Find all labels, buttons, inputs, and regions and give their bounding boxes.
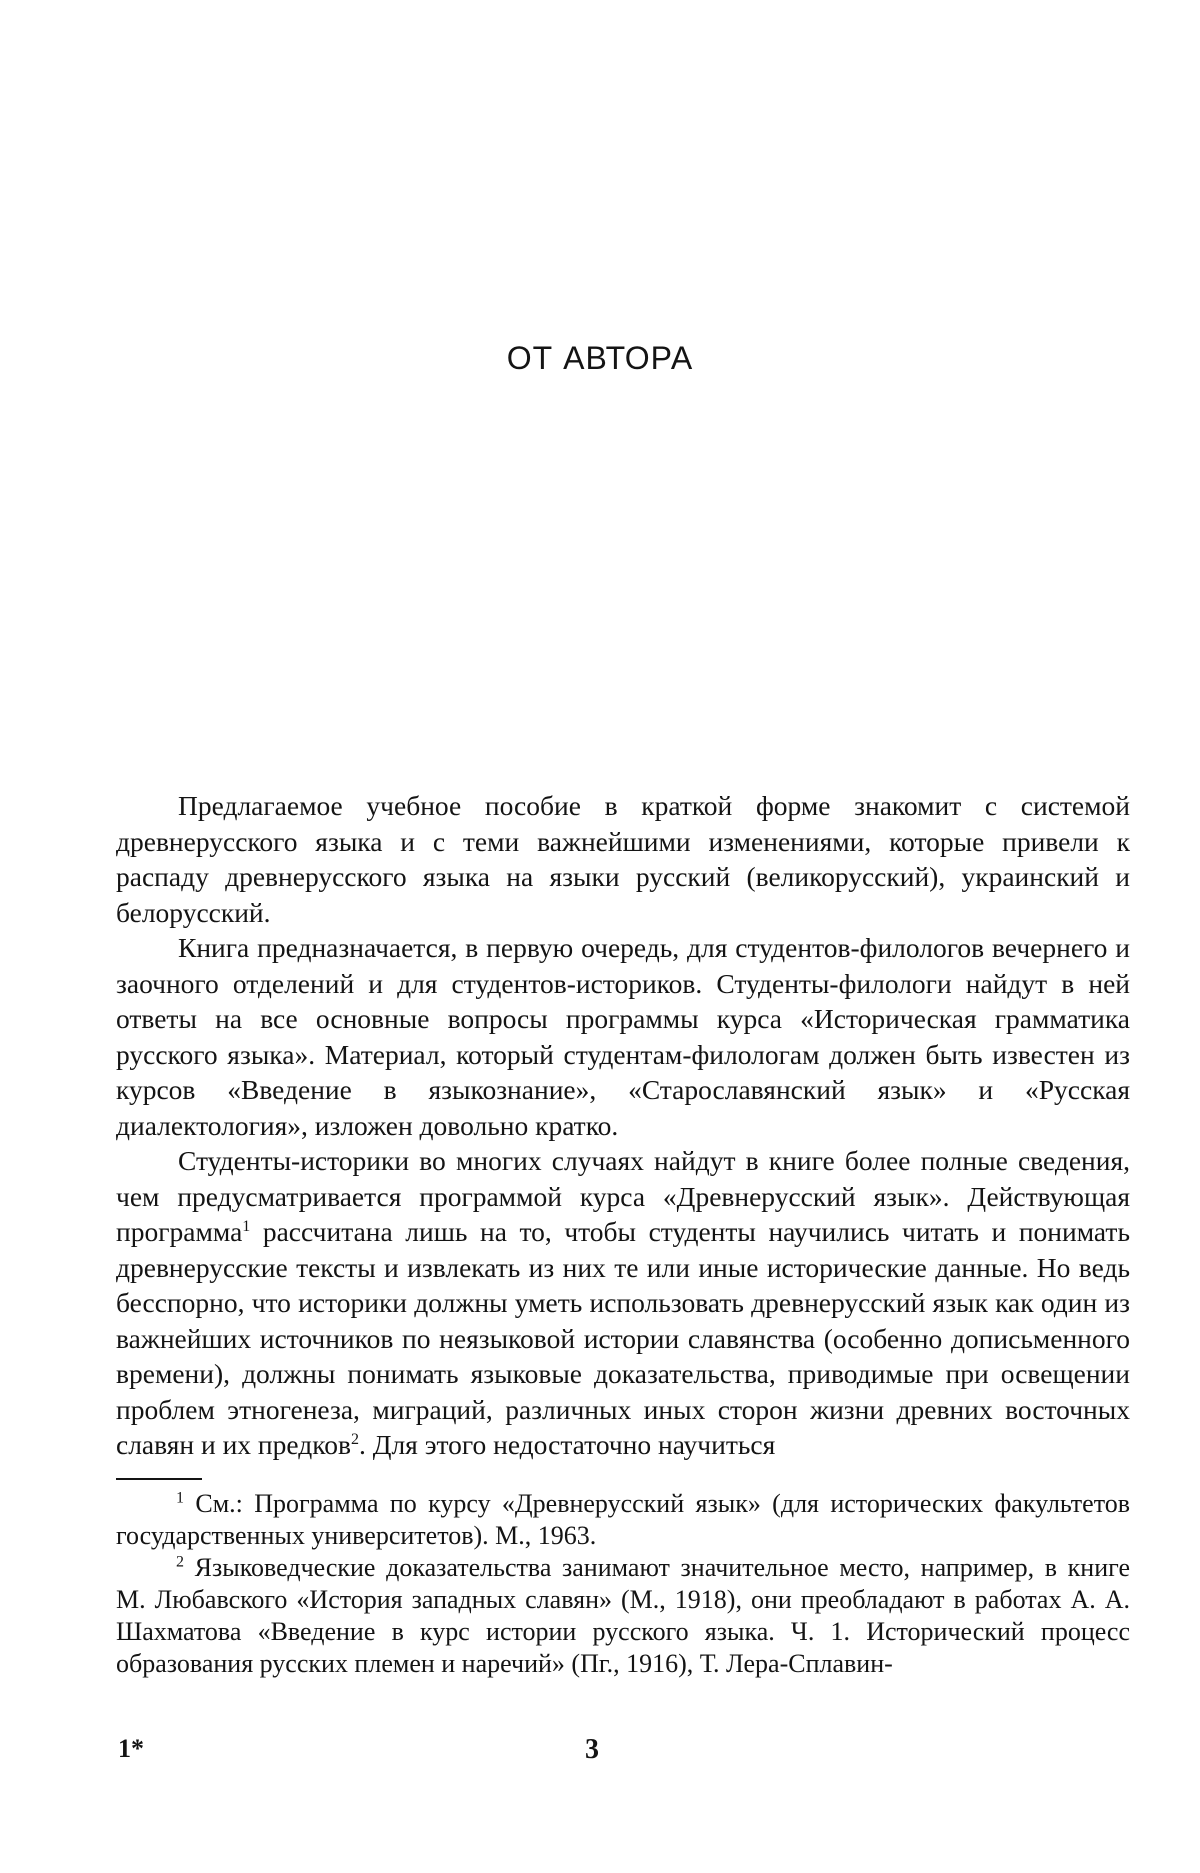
paragraph	[116, 788, 1130, 930]
footnote	[116, 1552, 1130, 1680]
footnote-reference: 2	[350, 1430, 359, 1448]
page-title: ОТ АВТОРА	[506, 340, 694, 376]
paragraph	[116, 1143, 1130, 1463]
footnote-text: Языковедческие доказательства занимают значительное место, например, в книге М. Любавского «История западных славян» (М., 1918), они преобладают в работах А. А. Шахматова «Введение в курс истории русского языка. Ч. 1. Исторический процесс образования русских племен и наречий» (Пг., 1916), Т. Лера-Сплавин-	[116, 1553, 1130, 1678]
paragraph-text: Книга предназначается, в первую очередь, для студентов-филологов вечернего и заочного отделений и для студентов-историков. Студенты-филологи найдут в ней ответы на все основные вопросы программы курса «Историческая грамматика русского языка». Материал, который студентам-филологам должен быть известен из курсов «Введение в языкознание», «Старославянский язык» и «Русская диалектология», изложен довольно кратко.	[116, 932, 1130, 1141]
paragraph-text: . Для этого недостаточно научиться	[358, 1429, 776, 1460]
footnote-reference: 1	[242, 1217, 251, 1235]
signature-mark: 1*	[118, 1734, 144, 1763]
footnotes	[116, 1488, 1130, 1680]
paragraph-text: Студенты-историки во многих случаях найдут в книге более полные сведения, чем предусматривается программой курса «Древнерусский язык». Действующая программа	[116, 1145, 1130, 1247]
footnote-divider	[116, 1478, 202, 1480]
footnote-marker: 2	[176, 1553, 184, 1571]
footnote-text: См.: Программа по курсу «Древнерусский язык» (для исторических факультетов государственных университетов). М., 1963.	[116, 1489, 1130, 1550]
body-text	[116, 788, 1130, 1463]
paragraph	[116, 930, 1130, 1143]
footnote-marker: 1	[176, 1489, 184, 1507]
paragraph-text: Предлагаемое учебное пособие в краткой форме знакомит с системой древнерусского языка и с теми важнейшими изменениями, которые привели к распаду древнерусского языка на языки русский (великорусский), украинский и белорусский.	[116, 790, 1130, 928]
page-number: 3	[585, 1734, 599, 1765]
paragraph-text: рассчитана лишь на то, чтобы студенты научились читать и понимать древнерусские тексты и извлекать из них те или иные исторические данные. Но ведь бесспорно, что историки должны уметь использовать древнерусский язык как один из важнейших источников по неязыковой истории славянства (особенно дописьменного времени), должны понимать языковые доказательства, приводимые при освещении проблем этногенеза, миграций, различных иных сторон жизни древних восточных славян и их предков	[116, 1216, 1130, 1460]
footnote	[116, 1488, 1130, 1552]
